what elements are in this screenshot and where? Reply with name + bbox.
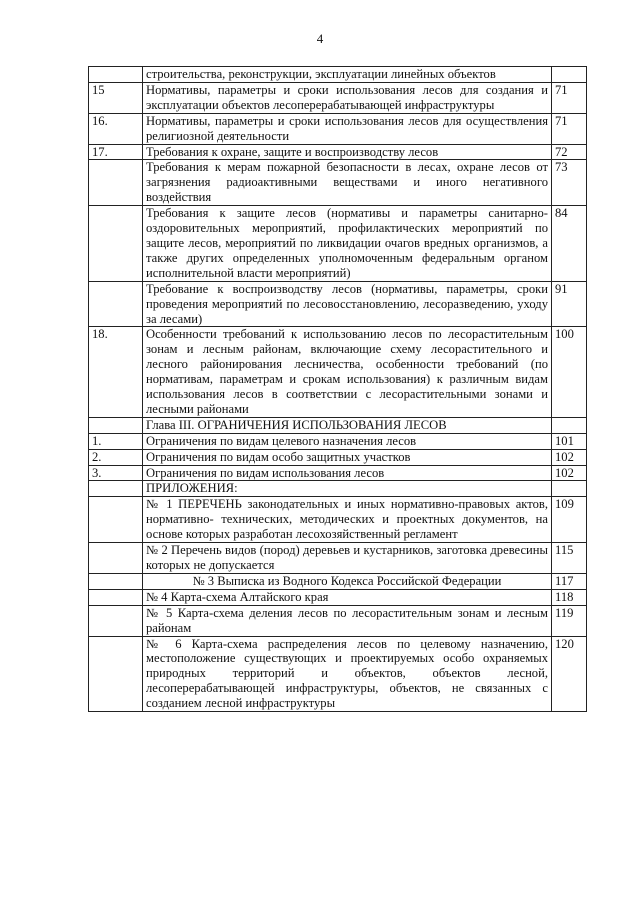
row-number xyxy=(89,160,143,206)
row-number xyxy=(89,206,143,282)
row-title: Требования к защите лесов (нормативы и параметры санитарно-оздоровительных мероприятий, профилактических мероприятий по защите лесов, мероприятий по ликвидации очагов вредных организмов, а также других определенных уполномоченным федеральным органом исполнительной власти мероприятий) xyxy=(143,206,552,282)
row-number xyxy=(89,481,143,497)
row-page-number: 109 xyxy=(552,497,587,543)
row-title: Нормативы, параметры и сроки использования лесов для создания и эксплуатации объектов лесоперерабатывающей инфраструктуры xyxy=(143,82,552,113)
row-number xyxy=(89,281,143,327)
row-number xyxy=(89,67,143,83)
row-page-number: 73 xyxy=(552,160,587,206)
row-number: 2. xyxy=(89,449,143,465)
row-number: 15 xyxy=(89,82,143,113)
contents-row xyxy=(89,160,587,206)
row-page-number: 102 xyxy=(552,449,587,465)
contents-row xyxy=(89,636,587,712)
row-page-number: 84 xyxy=(552,206,587,282)
row-number xyxy=(89,417,143,433)
row-number: 17. xyxy=(89,144,143,160)
row-page-number: 101 xyxy=(552,433,587,449)
row-title: № 2 Перечень видов (пород) деревьев и кустарников, заготовка древесины которых не допускается xyxy=(143,543,552,574)
contents-row xyxy=(89,449,587,465)
contents-row xyxy=(89,497,587,543)
row-page-number xyxy=(552,417,587,433)
row-page-number: 117 xyxy=(552,573,587,589)
contents-row xyxy=(89,327,587,417)
row-number xyxy=(89,573,143,589)
row-number xyxy=(89,589,143,605)
row-title: строительства, реконструкции, эксплуатации линейных объектов xyxy=(143,67,552,83)
row-number xyxy=(89,636,143,712)
row-page-number: 102 xyxy=(552,465,587,481)
row-page-number: 115 xyxy=(552,543,587,574)
row-title: № 3 Выписка из Водного Кодекса Российской Федерации xyxy=(143,573,552,589)
row-page-number xyxy=(552,481,587,497)
row-title: № 4 Карта-схема Алтайского края xyxy=(143,589,552,605)
contents-row xyxy=(89,573,587,589)
row-page-number: 120 xyxy=(552,636,587,712)
row-title: № 6 Карта-схема распределения лесов по целевому назначению, местоположение существующих и проектируемых особо охраняемых природных территорий и объектов, объектов лесной, лесоперерабатывающей инфраструктуры, объектов, не связанных с созданием лесной инфраструктуры xyxy=(143,636,552,712)
row-title: Нормативы, параметры и сроки использования лесов для осуществления религиозной деятельности xyxy=(143,113,552,144)
row-number: 16. xyxy=(89,113,143,144)
row-page-number: 100 xyxy=(552,327,587,417)
row-page-number: 71 xyxy=(552,113,587,144)
contents-table xyxy=(88,66,587,712)
contents-row xyxy=(89,481,587,497)
contents-row xyxy=(89,82,587,113)
row-title: ПРИЛОЖЕНИЯ: xyxy=(143,481,552,497)
row-number xyxy=(89,605,143,636)
contents-row xyxy=(89,281,587,327)
row-title: Требования к мерам пожарной безопасности в лесах, охране лесов от загрязнения радиоактивными веществами и иного негативного воздействия xyxy=(143,160,552,206)
contents-row xyxy=(89,113,587,144)
row-title: Требования к охране, защите и воспроизводству лесов xyxy=(143,144,552,160)
row-title: Требование к воспроизводству лесов (нормативы, параметры, сроки проведения мероприятий по лесовосстановлению, лесоразведению, уходу за лесами) xyxy=(143,281,552,327)
row-title: Особенности требований к использованию лесов по лесорастительным зонам и лесным районам, включающие схему лесорастительного и лесного районирования лесничества, особенности требований (по нормативам, параметрам и срокам использования) к различным видам использования лесов в соответствии с лесорастительными зонами и лесными районами xyxy=(143,327,552,417)
row-title: Глава III. ОГРАНИЧЕНИЯ ИСПОЛЬЗОВАНИЯ ЛЕСОВ xyxy=(143,417,552,433)
row-page-number: 118 xyxy=(552,589,587,605)
row-title: № 1 ПЕРЕЧЕНЬ законодательных и иных нормативно-правовых актов, нормативно- технических, методических и проектных документов, на основе которых разработан лесохозяйственный регламент xyxy=(143,497,552,543)
row-title: Ограничения по видам использования лесов xyxy=(143,465,552,481)
row-title: Ограничения по видам целевого назначения лесов xyxy=(143,433,552,449)
contents-row xyxy=(89,144,587,160)
row-number: 18. xyxy=(89,327,143,417)
contents-row xyxy=(89,433,587,449)
row-page-number: 72 xyxy=(552,144,587,160)
page-number: 4 xyxy=(316,31,324,46)
contents-row xyxy=(89,543,587,574)
row-number: 3. xyxy=(89,465,143,481)
contents-row xyxy=(89,417,587,433)
contents-row xyxy=(89,589,587,605)
row-page-number: 71 xyxy=(552,82,587,113)
contents-table-body xyxy=(89,67,587,712)
contents-row xyxy=(89,605,587,636)
row-title: Ограничения по видам особо защитных участков xyxy=(143,449,552,465)
row-number xyxy=(89,497,143,543)
row-title: № 5 Карта-схема деления лесов по лесорастительным зонам и лесным районам xyxy=(143,605,552,636)
contents-row xyxy=(89,67,587,83)
row-number: 1. xyxy=(89,433,143,449)
contents-row xyxy=(89,465,587,481)
row-page-number: 91 xyxy=(552,281,587,327)
contents-row xyxy=(89,206,587,282)
row-page-number: 119 xyxy=(552,605,587,636)
row-number xyxy=(89,543,143,574)
row-page-number xyxy=(552,67,587,83)
